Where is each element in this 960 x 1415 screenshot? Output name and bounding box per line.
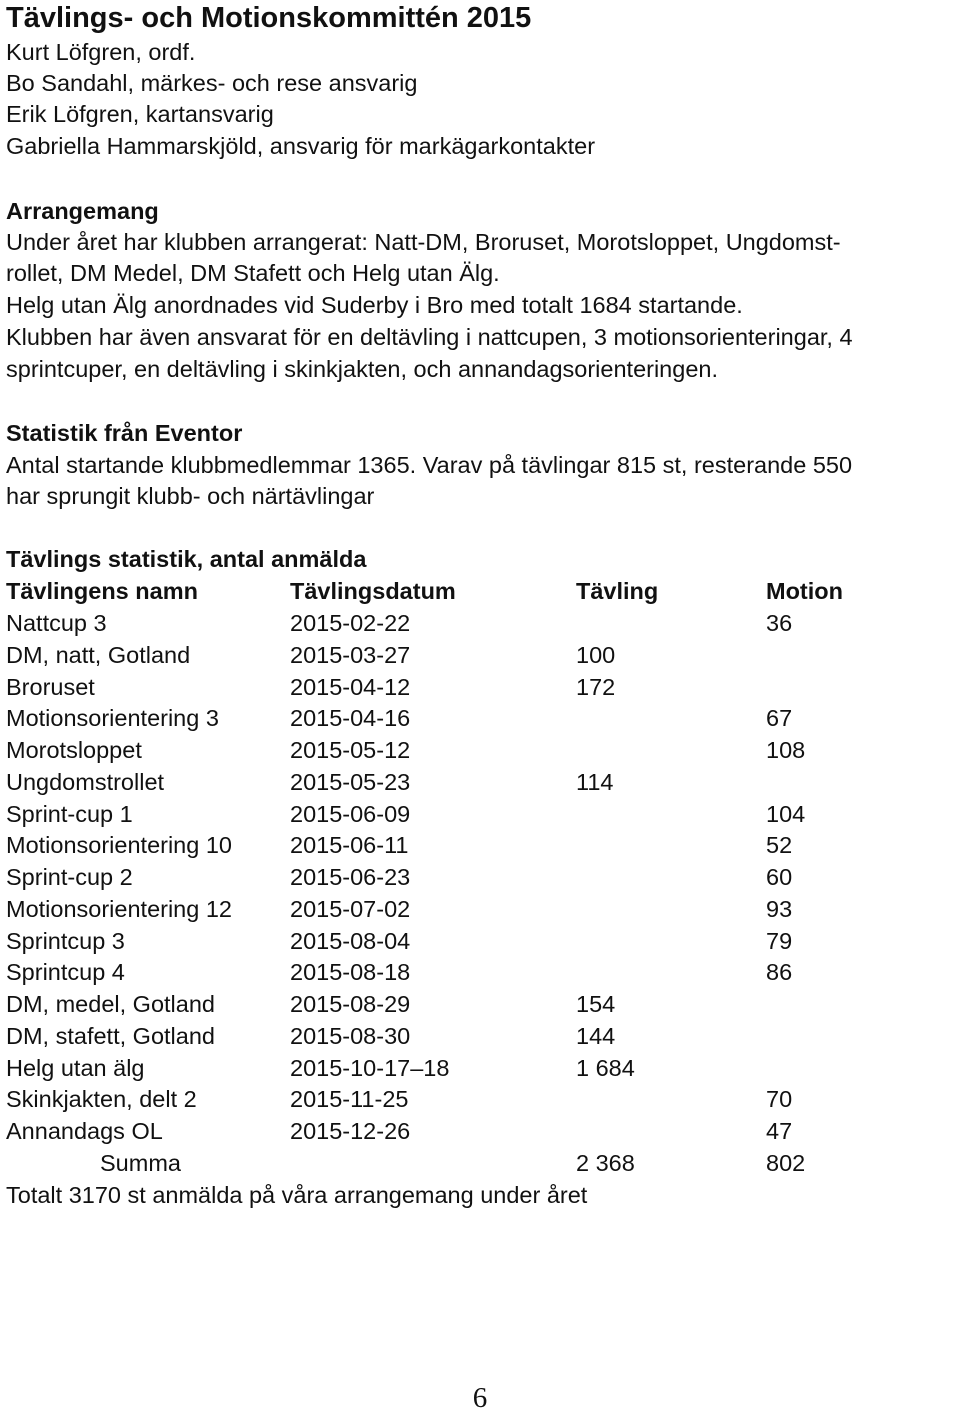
table-row (6, 1052, 956, 1084)
sum-label: Summa (100, 1149, 181, 1176)
cell-tavling: 154 (576, 991, 616, 1017)
table-row (6, 607, 956, 639)
sum-motion: 802 (766, 1149, 806, 1176)
arrangemang-line-3: Helg utan Älg anordnades vid Suderby i Bro med totalt 1684 startande. (6, 292, 743, 318)
cell-name: Ungdomstrollet (6, 768, 165, 795)
cell-date: 2015-05-23 (290, 768, 411, 795)
cell-motion: 36 (766, 610, 793, 636)
cell-date: 2015-03-27 (290, 641, 411, 668)
cell-name: Sprintcup 4 (6, 959, 125, 986)
cell-motion: 70 (766, 1086, 793, 1113)
cell-motion: 108 (766, 737, 806, 763)
table-row (6, 988, 956, 1020)
cell-name: Helg utan älg (6, 1054, 145, 1081)
cell-tavling: 114 (576, 768, 614, 795)
statistik-heading: Statistik från Eventor (6, 420, 243, 446)
member-maps: Erik Löfgren, kartansvarig (6, 101, 274, 127)
table-row (6, 702, 956, 734)
table-row (6, 829, 956, 861)
table-heading: Tävlings statistik, antal anmälda (6, 546, 367, 572)
cell-name: DM, medel, Gotland (6, 991, 215, 1017)
cell-motion: 52 (766, 832, 793, 859)
column-header-motion: Motion (766, 578, 843, 604)
table-row (6, 956, 956, 988)
statistik-line-1: Antal startande klubbmedlemmar 1365. Varav på tävlingar 815 st, resterande 550 (6, 452, 853, 478)
cell-tavling: 100 (576, 641, 616, 668)
cell-date: 2015-08-04 (290, 927, 411, 954)
member-landowners: Gabriella Hammarskjöld, ansvarig för markägarkontakter (6, 133, 596, 159)
cell-tavling: 1 684 (576, 1054, 635, 1081)
table-row (6, 1083, 956, 1115)
cell-motion: 67 (766, 705, 793, 732)
arrangemang-line-5: sprintcuper, en deltävling i skinkjakten, och annandagsorienteringen. (6, 356, 718, 382)
cell-date: 2015-02-22 (290, 610, 411, 636)
table-row (6, 925, 956, 957)
table-sum-row (6, 1147, 956, 1179)
cell-date: 2015-12-26 (290, 1118, 411, 1144)
cell-date: 2015-04-16 (290, 705, 411, 732)
table-row (6, 1020, 956, 1052)
cell-date: 2015-11-25 (290, 1086, 409, 1113)
cell-date: 2015-06-23 (290, 864, 411, 890)
total-summary: Totalt 3170 st anmälda på våra arrangemang under året (6, 1181, 588, 1208)
arrangemang-line-2: rollet, DM Medel, DM Stafett och Helg utan Älg. (6, 260, 500, 286)
table-row (6, 798, 956, 830)
cell-motion: 93 (766, 895, 793, 922)
cell-date: 2015-07-02 (290, 895, 411, 922)
table-row (6, 734, 956, 766)
column-header-tavling: Tävling (576, 578, 659, 604)
cell-motion: 60 (766, 864, 793, 890)
cell-name: Sprint-cup 2 (6, 864, 133, 890)
page-title: Tävlings- och Motionskommittén 2015 (6, 2, 532, 34)
cell-date: 2015-05-12 (290, 737, 411, 763)
table-row (6, 639, 956, 671)
cell-date: 2015-04-12 (290, 673, 411, 700)
cell-name: Broruset (6, 673, 95, 700)
arrangemang-line-4: Klubben har även ansvarat för en deltävling i nattcupen, 3 motionsorienteringar, 4 (6, 324, 853, 350)
cell-motion: 79 (766, 927, 793, 954)
cell-name: Nattcup 3 (6, 610, 107, 636)
cell-date: 2015-10-17–18 (290, 1054, 450, 1081)
table-row (6, 893, 956, 925)
sum-tavling: 2 368 (576, 1149, 635, 1176)
cell-date: 2015-06-11 (290, 832, 409, 859)
page-number: 6 (472, 1382, 488, 1414)
table-row (6, 861, 956, 893)
cell-name: Motionsorientering 3 (6, 705, 219, 732)
cell-name: Motionsorientering 12 (6, 895, 232, 922)
column-header-date: Tävlingsdatum (290, 578, 456, 604)
cell-tavling: 172 (576, 673, 616, 700)
cell-name: Skinkjakten, delt 2 (6, 1086, 197, 1113)
table-row (6, 766, 956, 798)
table-row (6, 671, 956, 703)
cell-name: DM, natt, Gotland (6, 641, 191, 668)
cell-tavling: 144 (576, 1022, 616, 1049)
cell-date: 2015-08-29 (290, 991, 411, 1017)
column-header-name: Tävlingens namn (6, 578, 198, 604)
cell-name: Morotsloppet (6, 737, 142, 763)
member-chair: Kurt Löfgren, ordf. (6, 39, 196, 65)
arrangemang-line-1: Under året har klubben arrangerat: Natt-DM, Broruset, Morotsloppet, Ungdomst- (6, 229, 841, 255)
table-header-row (6, 575, 956, 607)
statistik-line-2: har sprungit klubb- och närtävlingar (6, 483, 375, 509)
cell-name: Annandags OL (6, 1118, 163, 1144)
member-badges: Bo Sandahl, märkes- och rese ansvarig (6, 70, 418, 96)
cell-name: Motionsorientering 10 (6, 832, 232, 859)
cell-name: Sprintcup 3 (6, 927, 125, 954)
arrangemang-heading: Arrangemang (6, 198, 159, 224)
cell-date: 2015-06-09 (290, 800, 411, 827)
cell-name: DM, stafett, Gotland (6, 1022, 215, 1049)
cell-motion: 86 (766, 959, 793, 986)
cell-name: Sprint-cup 1 (6, 800, 133, 827)
cell-date: 2015-08-18 (290, 959, 411, 986)
cell-date: 2015-08-30 (290, 1022, 411, 1049)
cell-motion: 104 (766, 800, 806, 827)
table-row (6, 1115, 956, 1147)
cell-motion: 47 (766, 1118, 793, 1144)
